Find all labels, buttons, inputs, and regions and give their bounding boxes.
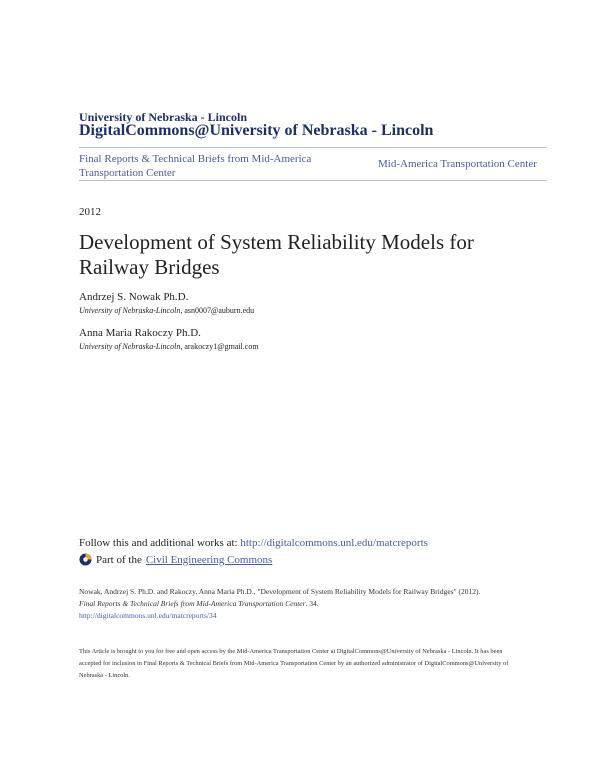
author-email[interactable]: arakoczy1@gmail.com (184, 342, 259, 351)
paper-title: Development of System Reliability Models for Railway Bridges (79, 230, 474, 279)
author-name: Anna Maria Rakoczy Ph.D. (79, 327, 201, 339)
part-of-label: Part of the (96, 553, 142, 566)
center-link[interactable]: Mid-America Transportation Center (378, 158, 537, 170)
author-name: Andrzej S. Nowak Ph.D. (79, 291, 189, 303)
top-rule (79, 147, 547, 148)
repository-name[interactable]: DigitalCommons@University of Nebraska - Lincoln (79, 122, 434, 139)
series-link[interactable]: Final Reports & Technical Briefs from Mid-America Transportation Center (79, 153, 312, 179)
citation-url-link[interactable]: http://digitalcommons.unl.edu/matcreports/34 (79, 611, 217, 620)
author-email[interactable]: asn0007@auburn.edu (184, 306, 255, 315)
citation-text: Nowak, Andrzej S. Ph.D. and Rakoczy, Anna Maria Ph.D., "Development of System Reliability Models for Railway Bridges" (2012). (79, 587, 481, 596)
affiliation-institution: University of Nebraska-Lincoln (79, 306, 181, 315)
affiliation-institution: University of Nebraska-Lincoln (79, 342, 181, 351)
follow-label: Follow this and additional works at: (79, 537, 238, 549)
civil-engineering-commons-link[interactable]: Civil Engineering Commons (145, 553, 273, 566)
follow-url-link[interactable]: http://digitalcommons.unl.edu/matcreports (240, 537, 428, 549)
publication-year: 2012 (79, 206, 101, 218)
follow-line (79, 537, 428, 549)
commons-network-icon (79, 553, 92, 566)
university-name[interactable]: University of Nebraska - Lincoln (79, 110, 247, 124)
citation-series: Final Reports & Technical Briefs from Mid-America Transportation Center (79, 599, 306, 608)
author-affiliation: University of Nebraska-Lincoln, arakoczy1@gmail.com (79, 342, 259, 351)
citation-number: . 34. (305, 599, 319, 608)
author-affiliation: University of Nebraska-Lincoln, asn0007@auburn.edu (79, 306, 255, 315)
access-statement: This Article is brought to you for free and open access by the Mid-America Transportation Center at DigitalCommons@University of Nebraska - Lincoln. It has been accepted for inclusion in Final Reports & Technical Briefs from Mid-America Transportation Center by an authorized administrator of DigitalCommons@University of Nebraska - Lincoln. (79, 648, 509, 679)
part-of-line (79, 553, 272, 566)
citation-block (79, 586, 549, 622)
bottom-rule (79, 180, 547, 181)
